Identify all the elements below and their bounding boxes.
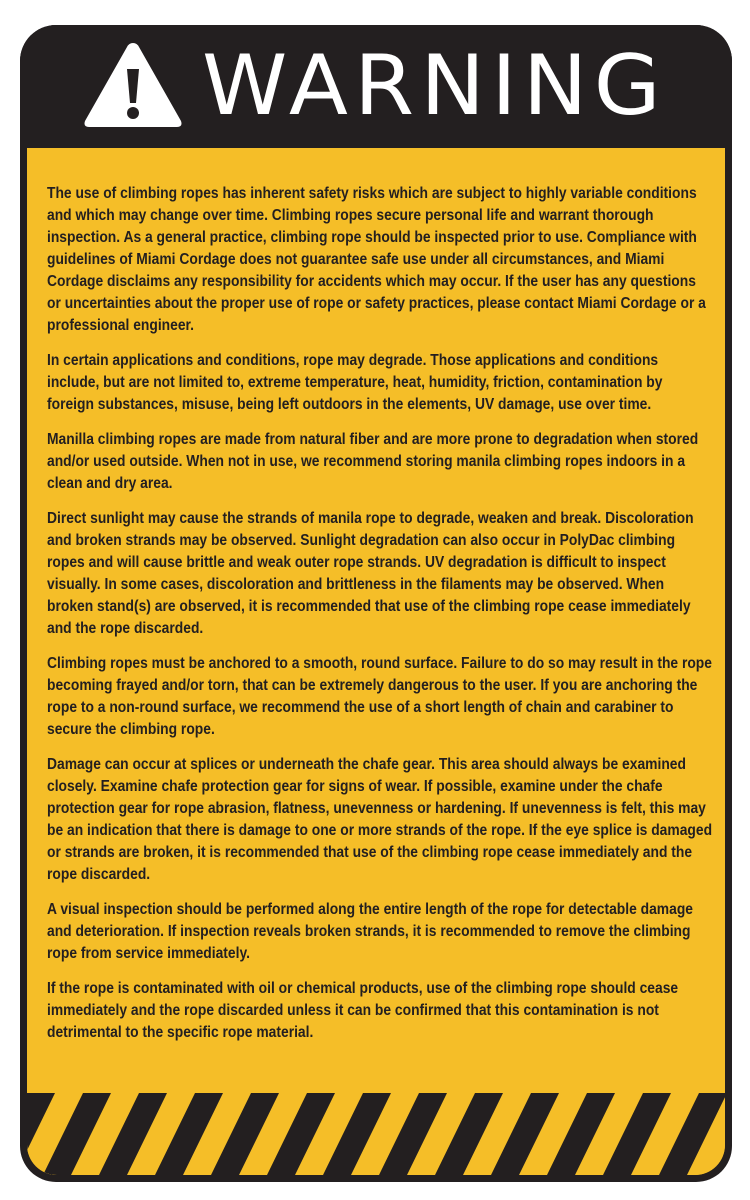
warning-sign	[20, 25, 732, 1182]
paragraph-contamination: If the rope is contaminated with oil or chemical products, use of the climbing rope should cease immediately and the rope discarded unless it can be confirmed that this contamination is not detrimental to the specific rope material.	[47, 980, 679, 1041]
paragraph-degradation-conditions: In certain applications and conditions, rope may degrade. Those applications and conditions include, but are not limited to, extreme temperature, heat, humidity, friction, contamination by foreign substances, misuse, being left outdoors in the elements, UV damage, use over time.	[47, 352, 663, 413]
paragraph-manila-storage: Manilla climbing ropes are made from natural fiber and are more prone to degradation when stored and/or used outside. When not in use, we recommend storing manila climbing ropes indoors in a clean and dry area.	[47, 431, 699, 492]
warning-panel	[27, 148, 725, 1175]
paragraph-general-risk: The use of climbing ropes has inherent safety risks which are subject to highly variable conditions and which may change over time. Climbing ropes secure personal life and warrant thorough inspection. As a general practice, climbing rope should be inspected prior to use. Compliance with guidelines of Miami Cordage does not guarantee safe use under all circumstances, and Miami Cordage disclaims any responsibility for accidents which may occur. If the user has any questions or uncertainties about the proper use of rope or safety practices, please contact Miami Cordage or a professional engineer.	[47, 185, 706, 334]
warning-title: WARNING	[202, 37, 667, 134]
warning-body	[47, 183, 711, 1057]
warning-triangle-icon	[82, 39, 184, 131]
paragraph-visual-inspection: A visual inspection should be performed along the entire length of the rope for detectable damage and deterioration. If inspection reveals broken strands, it is recommended to remove the climbing rope from service immediately.	[47, 901, 693, 962]
paragraph-splice-damage: Damage can occur at splices or underneath the chafe gear. This area should always be examined closely. Examine chafe protection gear for signs of wear. If possible, examine under the chafe protection gear for rope abrasion, flatness, unevenness or hardening. If unevenness is felt, this may be an indication that there is damage to one or more strands of the rope. If the eye splice is damaged or strands are broken, it is recommended that use of the climbing rope cease immediately and the rope discarded.	[47, 756, 713, 883]
paragraph-sunlight-damage: Direct sunlight may cause the strands of manila rope to degrade, weaken and break. Discoloration and broken strands may be observed. Sunlight degradation can also occur in PolyDac climbing ropes and will cause brittle and weak outer rope strands. UV degradation is difficult to inspect visually. In some cases, discoloration and brittleness in the filaments may be observed. When broken stand(s) are observed, it is recommended that use of the climbing rope cease immediately and the rope discarded.	[47, 510, 694, 637]
paragraph-anchoring: Climbing ropes must be anchored to a smooth, round surface. Failure to do so may result in the rope becoming frayed and/or torn, that can be extremely dangerous to the user. If you are anchoring the rope to a non-round surface, we recommend the use of a short length of chain and carabiner to secure the climbing rope.	[47, 655, 712, 738]
warning-header	[20, 25, 732, 148]
hazard-stripes	[27, 1093, 725, 1175]
